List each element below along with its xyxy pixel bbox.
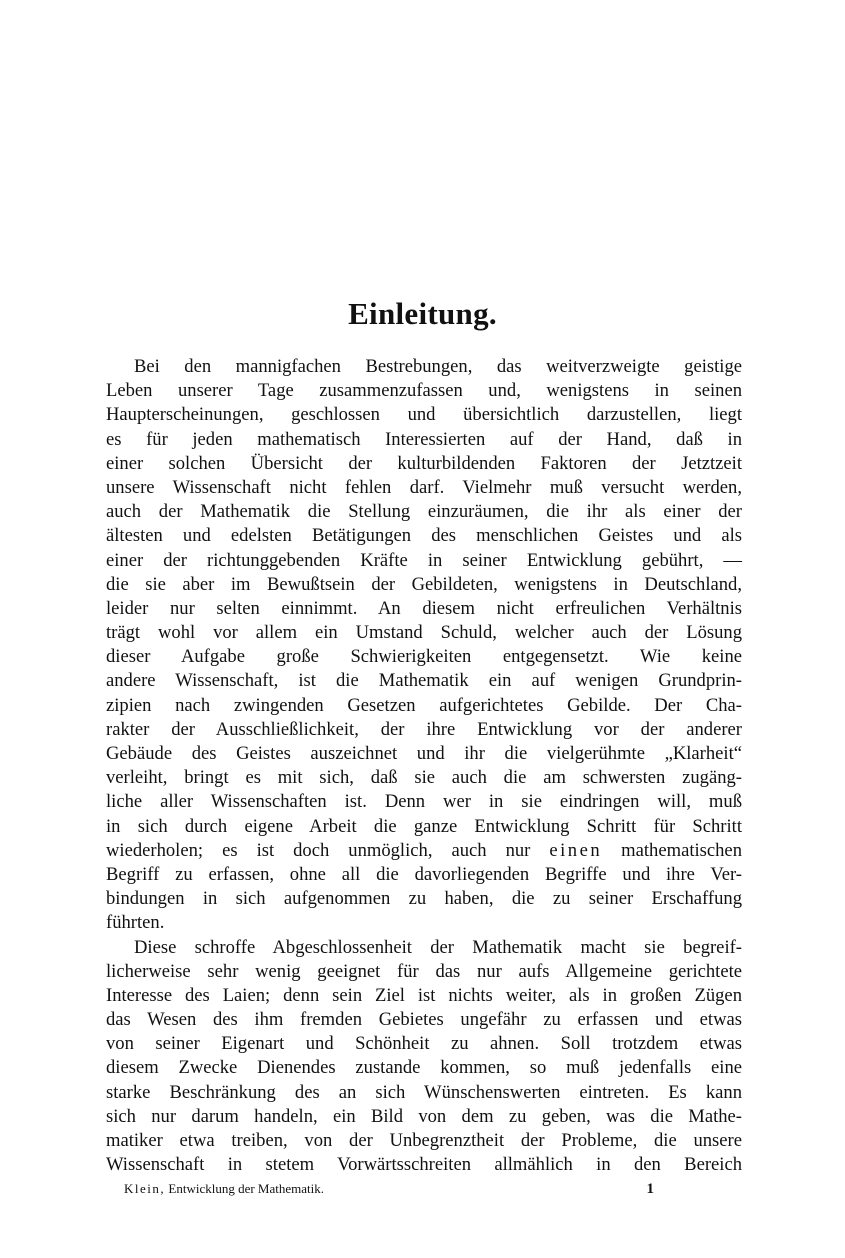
text-line-composite	[106, 839, 742, 863]
text-line: das Wesen des ihm fremden Gebietes ungefähr zu erfassen und etwas	[106, 1009, 742, 1031]
text-line: verleiht, bringt es mit sich, daß sie auch die am schwersten zugäng-	[106, 767, 742, 789]
text-line: einer der richtunggebenden Kräfte in seiner Entwicklung gebührt, —	[106, 549, 742, 571]
text-line: andere Wissenschaft, ist die Mathematik ein auf wenigen Grundprin-	[106, 670, 742, 692]
text-line: in sich durch eigene Arbeit die ganze Entwicklung Schritt für Schritt	[106, 815, 742, 837]
text-fragment: wiederholen; es ist doch unmöglich, auch nur	[106, 839, 531, 861]
body-text	[106, 355, 742, 1177]
text-line: sich nur darum handeln, ein Bild von dem zu geben, was die Mathe-	[106, 1105, 742, 1127]
text-line: zipien nach zwingenden Gesetzen aufgerichtetes Gebilde. Der Cha-	[106, 694, 742, 716]
signature-mark: 1	[646, 1181, 654, 1197]
text-line: dieser Aufgabe große Schwierigkeiten entgegensetzt. Wie keine	[106, 646, 742, 668]
text-line: es für jeden mathematisch Interessierten auf der Hand, daß in	[106, 428, 742, 450]
text-line: unsere Wissenschaft nicht fehlen darf. Vielmehr muß versucht werden,	[106, 476, 742, 498]
emphasized-word: einen	[549, 839, 603, 861]
page-title: Einleitung.	[348, 296, 497, 331]
text-line: starke Beschränkung des an sich Wünschenswerten eintreten. Es kann	[106, 1081, 742, 1103]
text-line: liche aller Wissenschaften ist. Denn wer in sie eindringen will, muß	[106, 791, 742, 813]
text-line: Diese schroffe Abgeschlossenheit der Mathematik macht sie begreif-	[134, 936, 742, 958]
text-line: Interesse des Laien; denn sein Ziel ist nichts weiter, als in großen Zügen	[106, 984, 742, 1006]
text-line: die sie aber im Bewußtsein der Gebildeten, wenigstens in Deutschland,	[106, 573, 742, 595]
text-line: trägt wohl vor allem ein Umstand Schuld, welcher auch der Lösung	[106, 622, 742, 644]
text-line: Leben unserer Tage zusammenzufassen und, wenigstens in seinen	[106, 380, 742, 402]
text-line: ältesten und edelsten Betätigungen des menschlichen Geistes und als	[106, 525, 742, 547]
text-line: führten.	[106, 912, 165, 934]
text-fragment: mathematischen	[621, 839, 742, 861]
text-line: matiker etwa treiben, von der Unbegrenztheit der Probleme, die unsere	[106, 1130, 742, 1151]
footer-author: Klein,	[124, 1181, 166, 1196]
text-line: bindungen in sich aufgenommen zu haben, die zu seiner Erschaffung	[106, 888, 742, 910]
text-line: einer solchen Übersicht der kulturbildenden Faktoren der Jetztzeit	[106, 452, 742, 474]
text-line: leider nur selten einnimmt. An diesem nicht erfreulichen Verhältnis	[106, 597, 742, 619]
footer-imprint	[124, 1180, 324, 1198]
text-line: auch der Mathematik die Stellung einzuräumen, die ihr als einer der	[106, 501, 742, 523]
text-line: Begriff zu erfassen, ohne all die davorliegenden Begriffe und ihre Ver-	[106, 863, 742, 885]
text-line: rakter der Ausschließlichkeit, der ihre Entwicklung vor der anderer	[106, 718, 742, 740]
footer-book-title: Entwicklung der Mathematik.	[168, 1181, 324, 1196]
text-line: Wissenschaft in stetem Vorwärtsschreiten allmählich in den Bereich	[106, 1154, 742, 1176]
text-line: licherweise sehr wenig geeignet für das nur aufs Allgemeine gerichtete	[106, 960, 742, 982]
text-line: Bei den mannigfachen Bestrebungen, das weitverzweigte geistige	[134, 356, 742, 377]
text-line: Gebäude des Geistes auszeichnet und ihr die vielgerühmte „Klarheit“	[106, 743, 742, 764]
text-line: von seiner Eigenart und Schönheit zu ahnen. Soll trotzdem etwas	[106, 1033, 742, 1055]
text-line: diesem Zwecke Dienendes zustande kommen, so muß jedenfalls eine	[106, 1057, 742, 1079]
text-line: Haupterscheinungen, geschlossen und übersichtlich darzustellen, liegt	[106, 404, 742, 426]
